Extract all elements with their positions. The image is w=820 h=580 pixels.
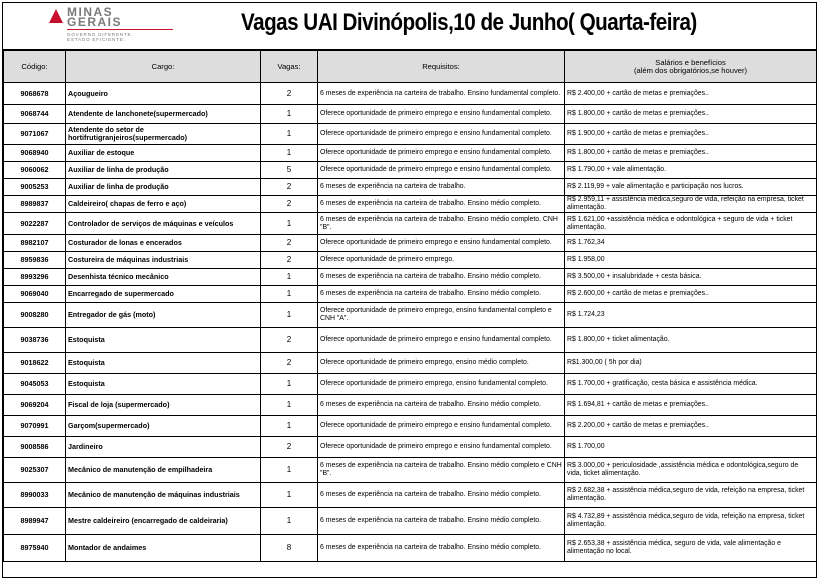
cell-salario: R$ 1.694,81 + cartão de metas e premiações.. [565,395,817,416]
cell-cargo: Entregador de gás (moto) [66,303,261,328]
cell-salario: R$ 1.700,00 + gratificação, cesta básica e assistência médica. [565,374,817,395]
cell-vagas: 2 [261,235,318,252]
cell-salario: R$ 2.200,00 + cartão de metas e premiações.. [565,416,817,437]
cell-salario: R$ 1.700,00 [565,437,817,458]
cell-requisitos: 6 meses de experiência na carteira de trabalho. [318,179,565,196]
cell-salario: R$ 4.732,89 + assistência médica,seguro de vida, refeição na empresa, ticket alimentação. [565,508,817,535]
triangle-logo-icon [49,9,63,23]
cell-salario: R$ 3.500,00 + insalubridade + cesta básica. [565,269,817,286]
cell-vagas: 2 [261,252,318,269]
cell-salario: R$ 1.958,00 [565,252,817,269]
table-row [4,162,817,179]
cell-codigo: 8993296 [4,269,66,286]
cell-vagas: 2 [261,179,318,196]
logo-tagline-line1: GOVERNO DIFERENTE. [67,32,134,37]
cell-cargo: Atendente de lanchonete(supermercado) [66,105,261,124]
cell-salario: R$ 1.800,00 + cartão de metas e premiações.. [565,145,817,162]
column-header-salarios [565,51,817,83]
cell-requisitos: Oferece oportunidade de primeiro emprego, ensino fundamental completo e CNH "A". [318,303,565,328]
table-row [4,286,817,303]
cell-codigo: 9025307 [4,458,66,483]
cell-salario: R$1.300,00 ( 5h por dia) [565,353,817,374]
table-row [4,374,817,395]
cell-codigo: 8982107 [4,235,66,252]
cell-requisitos: Oferece oportunidade de primeiro emprego e ensino fundamental completo. [318,162,565,179]
cell-salario: R$ 1.790,00 + vale alimentação. [565,162,817,179]
cell-cargo: Mestre caldeireiro (encarregado de caldeiraria) [66,508,261,535]
table-row [4,213,817,235]
logo-divider [67,29,173,30]
logo-tagline [67,32,133,42]
cell-requisitos: Oferece oportunidade de primeiro emprego e ensino fundamental completo. [318,124,565,145]
table-row [4,508,817,535]
cell-codigo: 9038736 [4,328,66,353]
cell-vagas: 1 [261,286,318,303]
cell-requisitos: 6 meses de experiência na carteira de trabalho. Ensino médio completo. CNH "B". [318,213,565,235]
cell-requisitos: 6 meses de experiência na carteira de trabalho. Ensino médio completo. [318,508,565,535]
table-row [4,303,817,328]
table-row [4,458,817,483]
table-row [4,105,817,124]
column-header-codigo: Código: [4,51,66,83]
cell-requisitos: 6 meses de experiência na carteira de trabalho. Ensino médio completo. [318,286,565,303]
cell-cargo: Auxiliar de linha de produção [66,162,261,179]
cell-cargo: Costurador de lonas e encerados [66,235,261,252]
cell-requisitos: 6 meses de experiência na carteira de trabalho. Ensino médio completo. [318,395,565,416]
cell-cargo: Montador de andaimes [66,535,261,562]
cell-codigo: 8975940 [4,535,66,562]
cell-cargo: Açougueiro [66,83,261,105]
table-row [4,437,817,458]
cell-requisitos: 6 meses de experiência na carteira de trabalho. Ensino médio completo. [318,535,565,562]
cell-cargo: Estoquista [66,374,261,395]
cell-cargo: Atendente do setor de hortifrutigranjeiros(supermercado) [66,124,261,145]
table-row [4,416,817,437]
column-header-vagas: Vagas: [261,51,318,83]
cell-vagas: 1 [261,124,318,145]
cell-codigo: 9069040 [4,286,66,303]
cell-requisitos: 6 meses de experiência na carteira de trabalho. Ensino médio completo e CNH "B". [318,458,565,483]
salarios-header-line2: (além dos obrigatórios,se houver) [633,65,748,75]
cell-requisitos: Oferece oportunidade de primeiro emprego e ensino fundamental completo. [318,437,565,458]
table-row [4,353,817,374]
cell-cargo: Fiscal de loja (supermercado) [66,395,261,416]
table-row [4,483,817,508]
table-row [4,535,817,562]
cell-requisitos: Oferece oportunidade de primeiro emprego e ensino fundamental completo. [318,416,565,437]
cell-salario: R$ 1.900,00 + cartão de metas e premiações.. [565,124,817,145]
cell-codigo: 9008280 [4,303,66,328]
cell-cargo: Jardineiro [66,437,261,458]
cell-cargo: Auxiliar de linha de produção [66,179,261,196]
cell-requisitos: 6 meses de experiência na carteira de trabalho. Ensino médio completo. [318,196,565,213]
table-row [4,124,817,145]
cell-requisitos: Oferece oportunidade de primeiro emprego e ensino fundamental completo. [318,145,565,162]
cell-salario: R$ 2.119,99 + vale alimentação e participação nos lucros. [565,179,817,196]
salarios-header-line1: Salários e benefícios [655,57,726,67]
cell-codigo: 9045053 [4,374,66,395]
cell-salario: R$ 2.600,00 + cartão de metas e premiações.. [565,286,817,303]
logo-name [67,7,122,27]
cell-codigo: 9070991 [4,416,66,437]
cell-vagas: 1 [261,416,318,437]
cell-requisitos: Oferece oportunidade de primeiro emprego e ensino fundamental completo. [318,328,565,353]
vacancies-table [3,50,817,562]
table-row [4,235,817,252]
table-header-row [4,51,817,83]
cell-vagas: 1 [261,395,318,416]
cell-vagas: 1 [261,374,318,395]
cell-vagas: 1 [261,105,318,124]
cell-codigo: 9022287 [4,213,66,235]
cell-codigo: 9068678 [4,83,66,105]
table-row [4,269,817,286]
cell-vagas: 1 [261,303,318,328]
page-title: Vagas UAI Divinópolis,10 de Junho( Quarta-feira) [241,9,697,36]
cell-vagas: 2 [261,437,318,458]
cell-codigo: 9018622 [4,353,66,374]
cell-salario: R$ 3.000,00 + periculosidade ,assistência médica e odontológica,seguro de vida, ticket alimentação. [565,458,817,483]
cell-vagas: 1 [261,145,318,162]
cell-cargo: Mecânico de manutenção de máquinas industriais [66,483,261,508]
cell-cargo: Caldeireiro( chapas de ferro e aço) [66,196,261,213]
cell-codigo: 9008586 [4,437,66,458]
cell-salario: R$ 1.621,00 +assistência médica e odontológica + seguro de vida + ticket alimentação. [565,213,817,235]
job-listing-sheet [2,2,817,578]
cell-salario: R$ 2.959,11 + assistência médica,seguro de vida, refeição na empresa, ticket alimentação. [565,196,817,213]
cell-requisitos: 6 meses de experiência na carteira de trabalho. Ensino médio completo. [318,269,565,286]
cell-requisitos: Oferece oportunidade de primeiro emprego, ensino fundamental completo. [318,374,565,395]
cell-salario: R$ 2.400,00 + cartão de metas e premiações.. [565,83,817,105]
table-body [4,83,817,562]
cell-cargo: Garçom(supermercado) [66,416,261,437]
page-header [3,3,816,50]
table-row [4,179,817,196]
cell-salario: R$ 1.800,00 + cartão de metas e premiações.. [565,105,817,124]
cell-codigo: 9068940 [4,145,66,162]
cell-cargo: Encarregado de supermercado [66,286,261,303]
cell-vagas: 2 [261,353,318,374]
cell-vagas: 1 [261,508,318,535]
table-row [4,395,817,416]
cell-vagas: 1 [261,213,318,235]
cell-codigo: 9005253 [4,179,66,196]
column-header-cargo: Cargo: [66,51,261,83]
cell-cargo: Auxiliar de estoque [66,145,261,162]
table-row [4,328,817,353]
cell-codigo: 9068744 [4,105,66,124]
cell-codigo: 8989947 [4,508,66,535]
table-row [4,196,817,213]
cell-salario: R$ 1.762,34 [565,235,817,252]
cell-vagas: 2 [261,196,318,213]
cell-requisitos: Oferece oportunidade de primeiro emprego e ensino fundamental completo. [318,235,565,252]
logo-name-line1: MINAS [67,5,114,19]
cell-vagas: 1 [261,458,318,483]
cell-vagas: 2 [261,83,318,105]
cell-codigo: 9069204 [4,395,66,416]
cell-vagas: 1 [261,269,318,286]
cell-requisitos: Oferece oportunidade de primeiro emprego. [318,252,565,269]
cell-salario: R$ 1.800,00 + ticket alimentação. [565,328,817,353]
cell-cargo: Estoquista [66,328,261,353]
cell-cargo: Mecânico de manutenção de empilhadeira [66,458,261,483]
cell-requisitos: Oferece oportunidade de primeiro emprego, ensino médio completo. [318,353,565,374]
cell-vagas: 2 [261,328,318,353]
logo-tagline-line2: ESTADO EFICIENTE. [67,37,126,42]
cell-cargo: Costureira de máquinas industriais [66,252,261,269]
table-row [4,83,817,105]
cell-requisitos: 6 meses de experiência na carteira de trabalho. Ensino fundamental completo. [318,83,565,105]
cell-codigo: 9060062 [4,162,66,179]
cell-codigo: 8990033 [4,483,66,508]
cell-salario: R$ 2.653,38 + assistência médica, seguro de vida, vale alimentação e alimentação no local. [565,535,817,562]
cell-codigo: 8959836 [4,252,66,269]
column-header-requisitos: Requisitos: [318,51,565,83]
cell-vagas: 5 [261,162,318,179]
table-row [4,252,817,269]
cell-codigo: 8989837 [4,196,66,213]
cell-cargo: Controlador de serviços de máquinas e veículos [66,213,261,235]
cell-requisitos: 6 meses de experiência na carteira de trabalho. Ensino médio completo. [318,483,565,508]
table-row [4,145,817,162]
minas-gerais-logo [49,7,179,43]
cell-vagas: 8 [261,535,318,562]
cell-codigo: 9071067 [4,124,66,145]
logo-name-line2: GERAIS [67,15,123,29]
cell-cargo: Estoquista [66,353,261,374]
cell-cargo: Desenhista técnico mecânico [66,269,261,286]
cell-vagas: 1 [261,483,318,508]
cell-salario: R$ 2.682,38 + assistência médica,seguro de vida, refeição na empresa, ticket alimentação. [565,483,817,508]
cell-requisitos: Oferece oportunidade de primeiro emprego e ensino fundamental completo. [318,105,565,124]
cell-salario: R$ 1.724,23 [565,303,817,328]
